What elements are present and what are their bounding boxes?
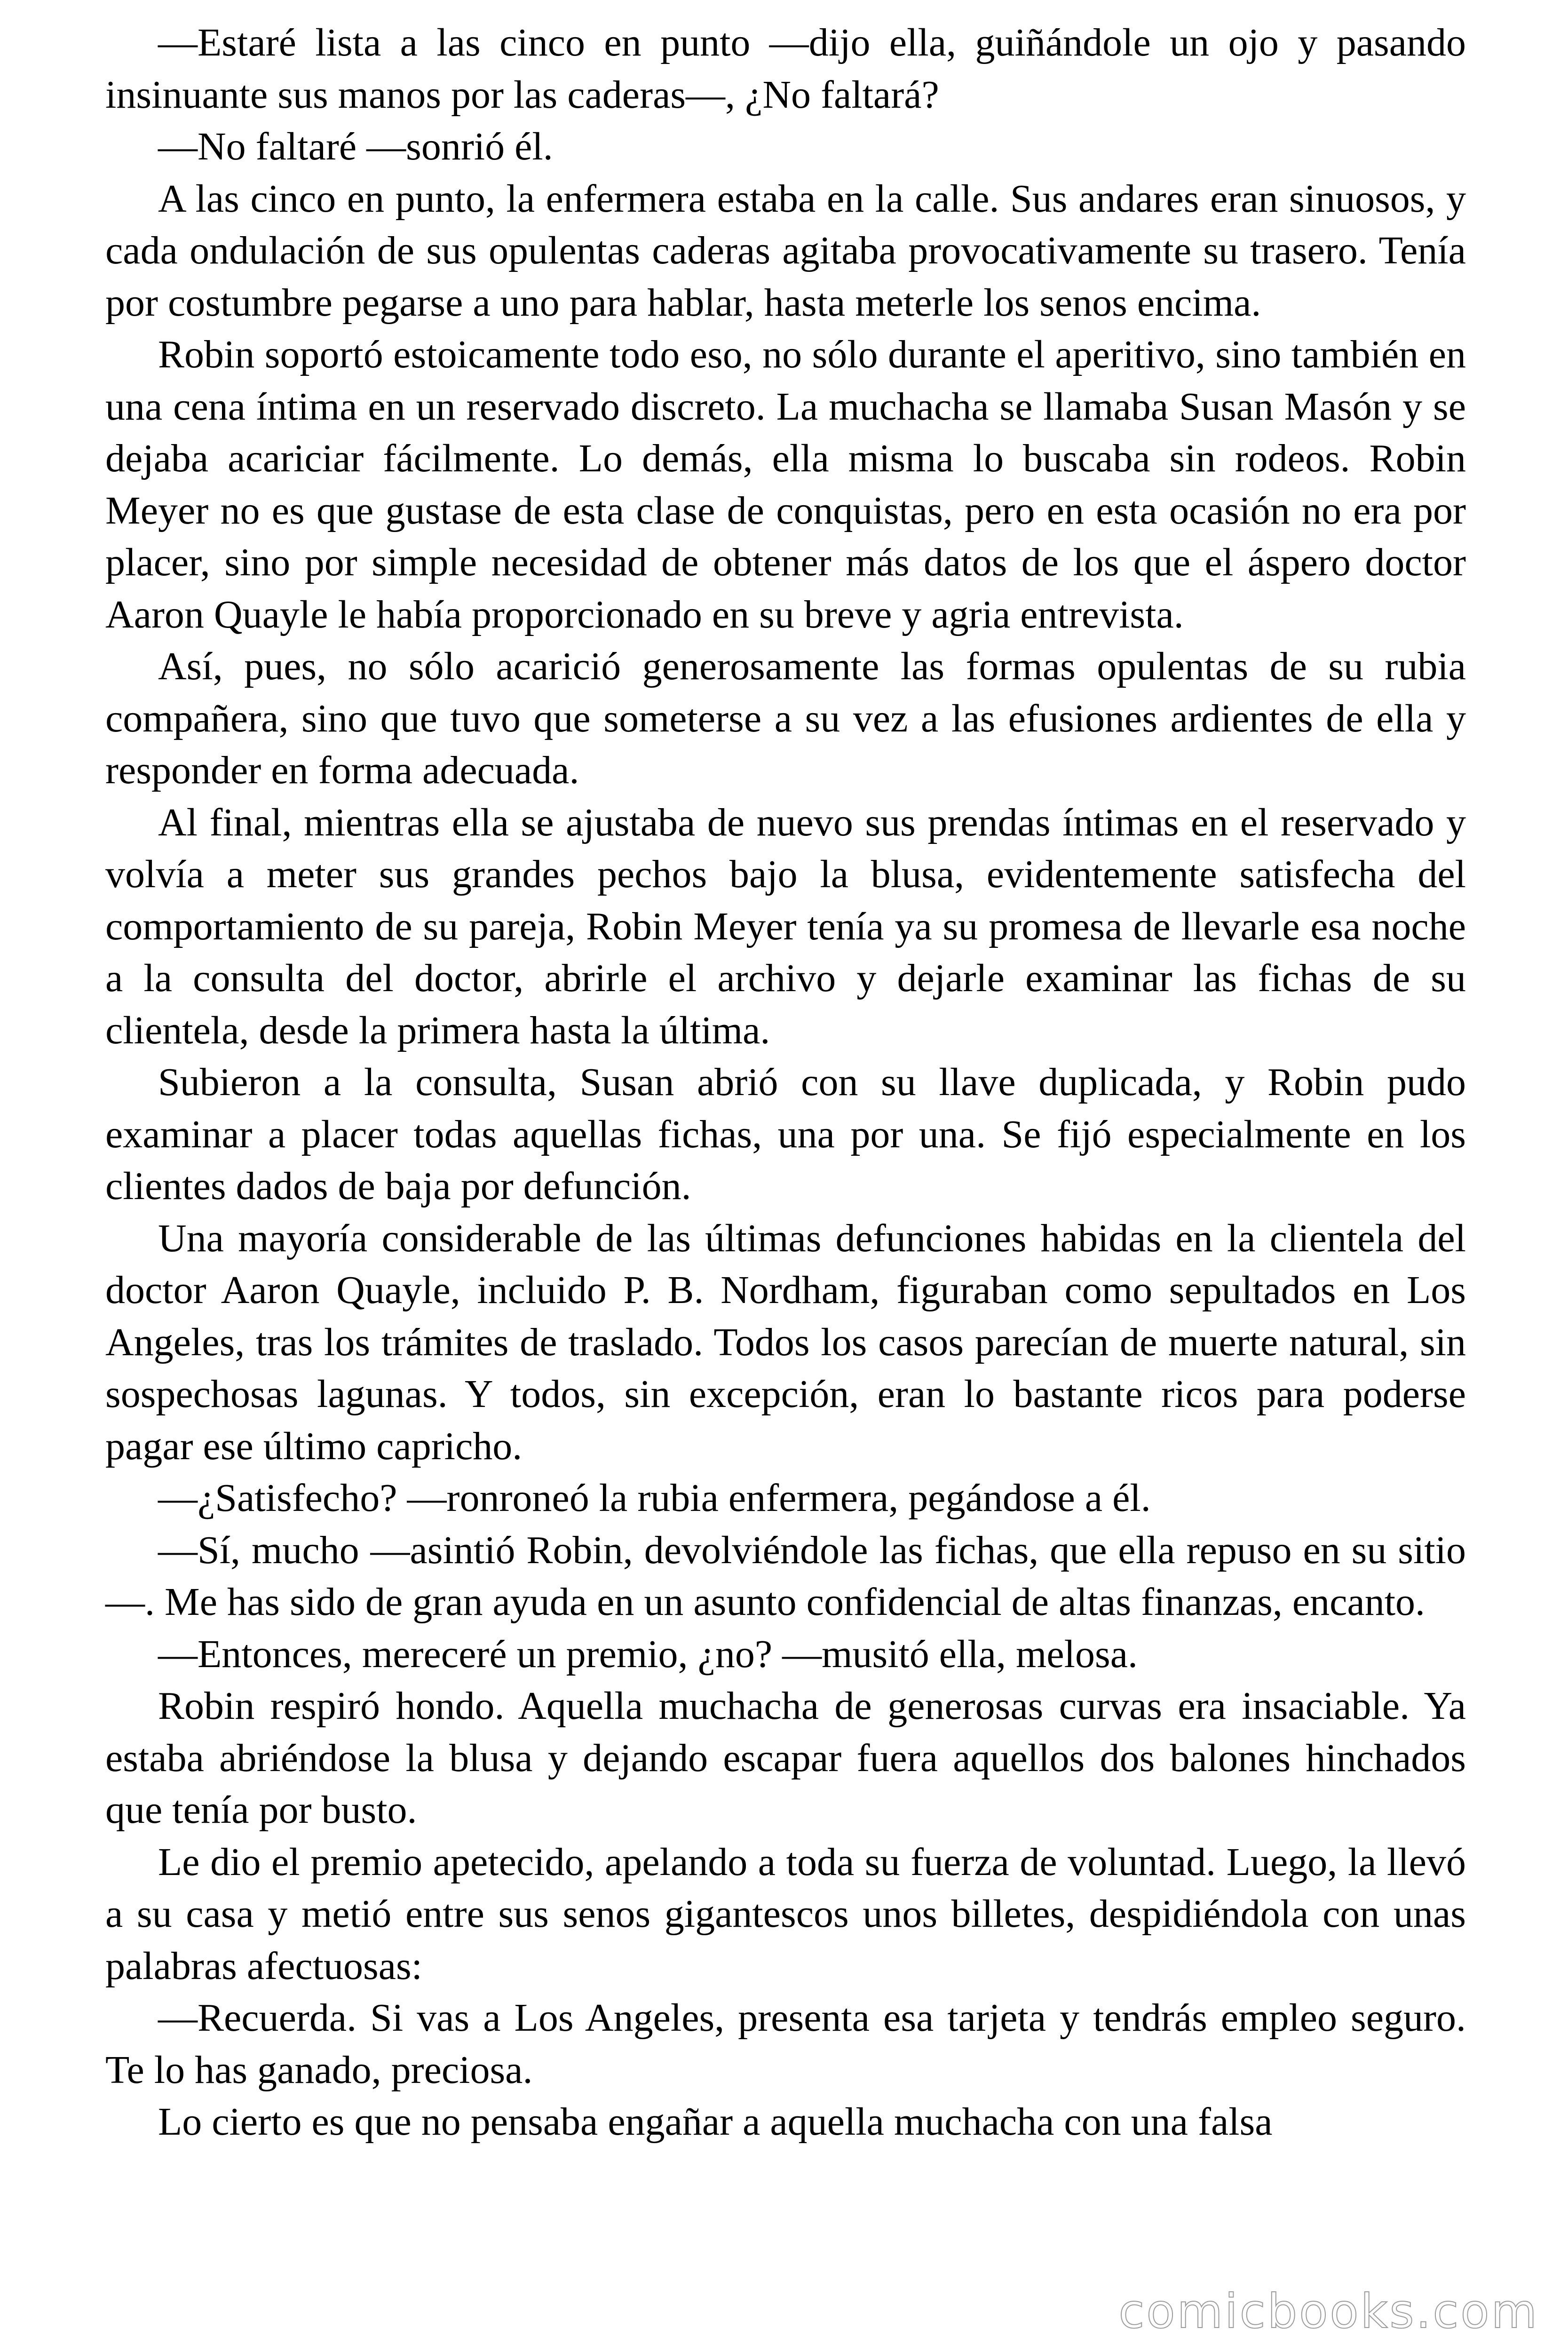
paragraph: Robin soportó estoicamente todo eso, no sólo durante el aperitivo, sino también en una cena íntima en un reservado discreto. La muchacha se llamaba Susan Masón y se dejaba acariciar fácilmente. Lo demás, ella misma lo buscaba sin rodeos. Robin Meyer no es que gustase de esta clase de conquistas, pero en esta ocasión no era por placer, sino por simple necesidad de obtener más datos de los que el áspero doctor Aaron Quayle le había proporcionado en su breve y agria entrevista. [105, 333, 1466, 636]
paragraph: A las cinco en punto, la enfermera estaba en la calle. Sus andares eran sinuosos, y cada ondulación de sus opulentas caderas agitaba provocativamente su trasero. Tenía por costumbre pegarse a uno para hablar, hasta meterle los senos encima. [105, 176, 1466, 325]
paragraph: —Recuerda. Si vas a Los Angeles, presenta esa tarjeta y tendrás empleo seguro. Te lo has ganado, preciosa. [105, 1996, 1466, 2092]
paragraph: —Sí, mucho —asintió Robin, devolviéndole las fichas, que ella repuso en su sitio—. Me has sido de gran ayuda en un asunto confidencial de altas finanzas, encanto. [105, 1528, 1466, 1624]
watermark: comicbooks.com [1118, 2284, 1539, 2339]
paragraph-last: Lo cierto es que no pensaba engañar a aquella muchacha con una falsa [158, 2100, 1273, 2144]
paragraph: Robin respiró hondo. Aquella muchacha de generosas curvas era insaciable. Ya estaba abriéndose la blusa y dejando escapar fuera aquellos dos balones hinchados que tenía por busto. [105, 1684, 1466, 1832]
paragraph: Subieron a la consulta, Susan abrió con su llave duplicada, y Robin pudo examinar a placer todas aquellas fichas, una por una. Se fijó especialmente en los clientes dados de baja por defunción. [105, 1060, 1466, 1208]
paragraph: Le dio el premio apetecido, apelando a toda su fuerza de voluntad. Luego, la llevó a su casa y metió entre sus senos gigantescos unos billetes, despidiéndola con unas palabras afectuosas: [105, 1840, 1466, 1988]
paragraph: —No faltaré —sonrió él. [158, 125, 553, 168]
page-body [105, 17, 1466, 2148]
paragraph: Una mayoría considerable de las últimas defunciones habidas en la clientela del doctor Aaron Quayle, incluido P. B. Nordham, figuraban como sepultados en Los Angeles, tras los trámites de traslado. Todos los casos parecían de muerte natural, sin sospechosas lagunas. Y todos, sin excepción, eran lo bastante ricos para poderse pagar ese último capricho. [105, 1216, 1466, 1468]
paragraph: —Estaré lista a las cinco en punto —dijo ella, guiñándole un ojo y pasando insinuante sus manos por las caderas—, ¿No faltará? [105, 21, 1466, 117]
paragraph: Así, pues, no sólo acarició generosamente las formas opulentas de su rubia compañera, sino que tuvo que someterse a su vez a las efusiones ardientes de ella y responder en forma adecuada. [105, 644, 1466, 792]
paragraph: —¿Satisfecho? —ronroneó la rubia enfermera, pegándose a él. [158, 1476, 1151, 1520]
paragraph: —Entonces, mereceré un premio, ¿no? —musitó ella, melosa. [158, 1632, 1138, 1676]
paragraph: Al final, mientras ella se ajustaba de nuevo sus prendas íntimas en el reservado y volvía a meter sus grandes pechos bajo la blusa, evidentemente satisfecha del comportamiento de su pareja, Robin Meyer tenía ya su promesa de llevarle esa noche a la consulta del doctor, abrirle el archivo y dejarle examinar las fichas de su clientela, desde la primera hasta la última. [105, 800, 1466, 1052]
